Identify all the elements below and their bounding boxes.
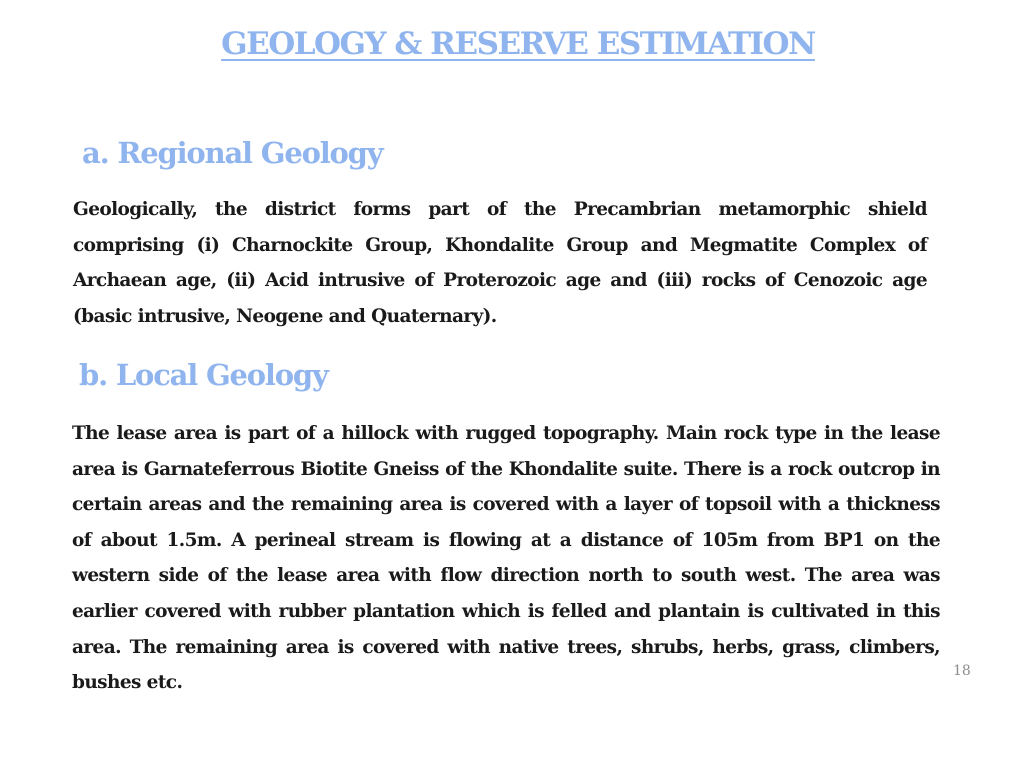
local-geology-paragraph: The lease area is part of a hillock with rugged topography. Main rock type in the lease area is Garnateferrous Biotite Gneiss of the Khondalite suite. There is a rock outcrop in certain areas and the remaining area is covered with a layer of topsoil with a thickness of about 1.5m. A perineal stream is flowing at a distance of 105m from BP1 on the western side of the lease area with flow direction north to south west. The area was earlier covered with rubber plantation which is felled and plantain is cultivated in this area. The remaining area is covered with native trees, shrubs, herbs, grass, climbers, bushes etc. (72, 423, 940, 694)
local-geology-heading: b. Local Geology (79, 358, 328, 392)
slide-title: GEOLOGY & RESERVE ESTIMATION (221, 26, 815, 62)
regional-geology-heading: a. Regional Geology (82, 136, 383, 170)
regional-geology-paragraph: Geologically, the district forms part of the Precambrian metamorphic shield comprising (i) Charnockite Group, Khondalite Group and Megmatite Complex of Archaean age, (ii) Acid intrusive of Proterozoic age and (iii) rocks of Cenozoic age (basic intrusive, Neogene and Quaternary). (73, 199, 927, 327)
page-number: 18 (953, 663, 971, 679)
